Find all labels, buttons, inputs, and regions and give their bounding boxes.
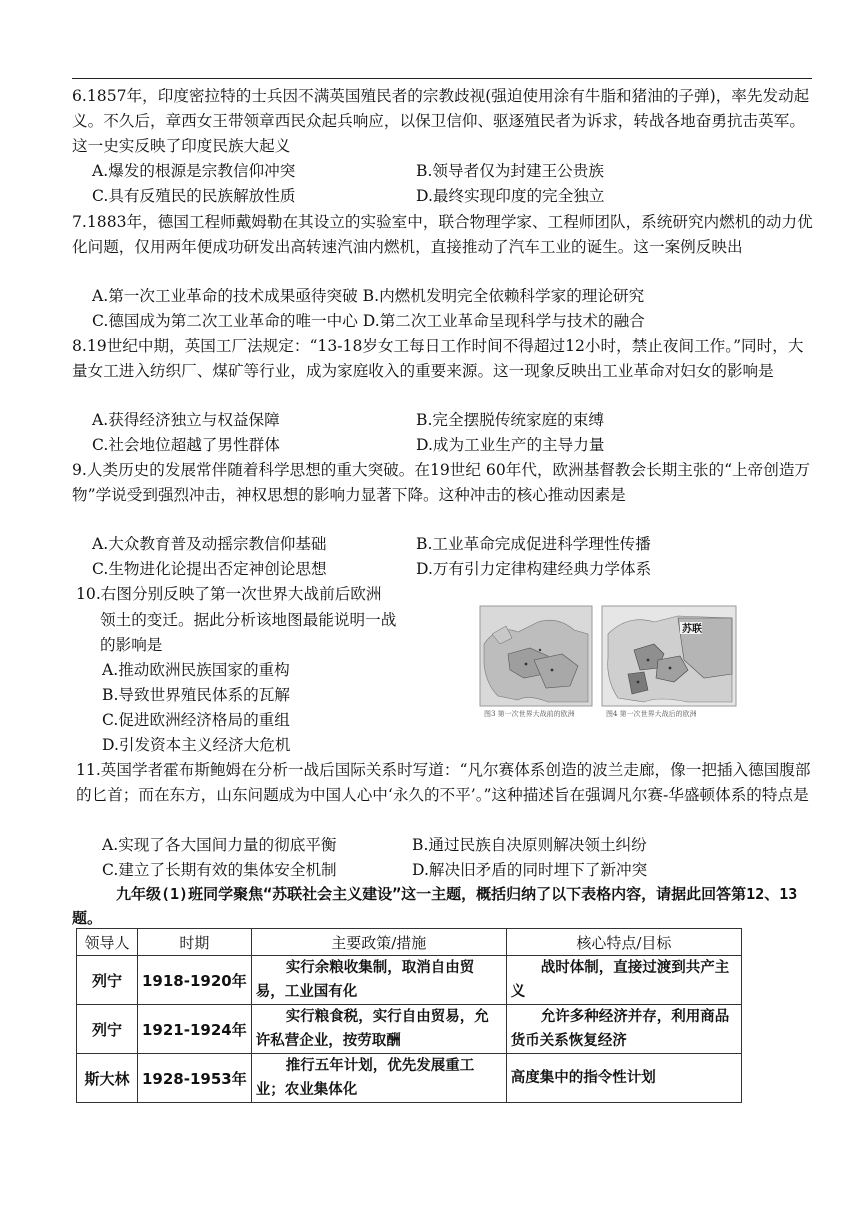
cell-period: 1921-1924年 bbox=[138, 1005, 252, 1054]
question-stem: 9.人类历史的发展常伴随着科学思想的重大突破。在19世纪 60年代，欧洲基督教会长期主张的“上帝创造万物”学说受到强烈冲击，神权思想的影响力显著下降。这种冲击的核心推动因素是 bbox=[72, 461, 811, 504]
question-8 bbox=[72, 334, 814, 384]
cell-leader: 斯大林 bbox=[77, 1054, 138, 1103]
question-7 bbox=[72, 210, 814, 260]
option-cd: C.德国成为第二次工业革命的唯一中心 D.第二次工业革命呈现科学与技术的融合 bbox=[92, 312, 645, 330]
option-d: D.解决旧矛盾的同时埋下了新冲突 bbox=[412, 861, 648, 879]
option-d: D.成为工业生产的主导力量 bbox=[416, 436, 605, 454]
option-c: C.具有反殖民的民族解放性质 bbox=[92, 187, 296, 205]
cell-policy: 实行粮食税，实行自由贸易，允许私营企业，按劳取酬 bbox=[251, 1005, 506, 1054]
option-d: D.最终实现印度的完全独立 bbox=[416, 187, 605, 205]
option-a: A.实现了各大国间力量的彻底平衡 bbox=[102, 836, 337, 854]
cell-feature: 高度集中的指令性计划 bbox=[506, 1054, 741, 1103]
cell-policy: 推行五年计划，优先发展重工业；农业集体化 bbox=[251, 1054, 506, 1103]
header-period: 时期 bbox=[138, 929, 252, 956]
cell-feature: 战时体制，直接过渡到共产主义 bbox=[506, 956, 741, 1005]
maps-svg bbox=[478, 604, 740, 732]
question-6 bbox=[72, 84, 814, 159]
cell-policy: 实行余粮收集制，取消自由贸易，工业国有化 bbox=[251, 956, 506, 1005]
option-b: B.通过民族自决原则解决领土纠纷 bbox=[412, 836, 647, 854]
table-row bbox=[77, 1005, 742, 1054]
question-9 bbox=[72, 458, 814, 508]
question-10-line-2: 领土的变迁。据此分析该地图最能说明一战 bbox=[100, 611, 397, 629]
table-row bbox=[77, 956, 742, 1005]
table-header-row bbox=[77, 929, 742, 956]
option-b: B.领导者仅为封建王公贵族 bbox=[416, 162, 604, 180]
question-11 bbox=[76, 758, 814, 808]
caption-right: 图4 第一次世界大战后的欧洲 bbox=[606, 710, 697, 718]
cell-leader: 列宁 bbox=[77, 956, 138, 1005]
header-leader: 领导人 bbox=[77, 929, 138, 956]
option-ab: A.第一次工业革命的技术成果亟待突破 B.内燃机发明完全依赖科学家的理论研究 bbox=[92, 287, 645, 305]
question-stem: 11.英国学者霍布斯鲍姆在分析一战后国际关系时写道：“凡尔赛体系创造的波兰走廊，像一把插入德国腹部的匕首；而在东方，山东问题成为中国人心中‘永久的不平’。”这种描述旨在强调凡尔赛-华盛顿体系的特点是 bbox=[76, 761, 811, 804]
cell-period: 1928-1953年 bbox=[138, 1054, 252, 1103]
europe-maps-figure bbox=[478, 604, 740, 732]
option-c: C.促进欧洲经济格局的重组 bbox=[102, 711, 290, 729]
option-b: B.工业革命完成促进科学理性传播 bbox=[416, 535, 651, 553]
option-b: B.导致世界殖民体系的瓦解 bbox=[102, 686, 290, 704]
table-row bbox=[77, 1054, 742, 1103]
option-b: B.完全摆脱传统家庭的束缚 bbox=[416, 411, 604, 429]
question-stem: 7.1883年，德国工程师戴姆勒在其设立的实验室中，联合物理学家、工程师团队，系统研究内燃机的动力优化问题，仅用两年便成功研发出高转速汽油内燃机，直接推动了汽车工业的诞生。这一案例反映出 bbox=[72, 213, 813, 256]
cell-leader: 列宁 bbox=[77, 1005, 138, 1054]
option-d: D.万有引力定律构建经典力学体系 bbox=[416, 560, 652, 578]
header-feature: 核心特点/目标 bbox=[506, 929, 741, 956]
header-policy: 主要政策/措施 bbox=[251, 929, 506, 956]
caption-left: 图3 第一次世界大战前的欧洲 bbox=[484, 710, 575, 718]
question-stem: 8.19世纪中期，英国工厂法规定：“13-18岁女工每日工作时间不得超过12小时，禁止夜间工作。”同时，大量女工进入纺织厂、煤矿等行业，成为家庭收入的重要来源。这一现象反映出工业革命对妇女的影响是 bbox=[72, 337, 804, 380]
option-c: C.生物进化论提出否定神创论思想 bbox=[92, 560, 327, 578]
header-rule bbox=[72, 78, 812, 79]
table-intro: 九年级(1)班同学聚焦“苏联社会主义建设”这一主题，概括归纳了以下表格内容，请据此回答第12、13题。 bbox=[72, 885, 798, 927]
option-a: A.爆发的根源是宗教信仰冲突 bbox=[92, 162, 296, 180]
option-a: A.推动欧洲民族国家的重构 bbox=[102, 661, 290, 679]
question-stem: 6.1857年，印度密拉特的士兵因不满英国殖民者的宗教歧视(强迫使用涂有牛脂和猪油的子弹)，率先发动起义。不久后，章西女王带领章西民众起兵响应，以保卫信仰、驱逐殖民者为诉求，转战各地奋勇抗击英军。这一史实反映了印度民族大起义 bbox=[72, 87, 810, 155]
option-c: C.建立了长期有效的集体安全机制 bbox=[102, 861, 337, 879]
option-a: A.获得经济独立与权益保障 bbox=[92, 411, 280, 429]
ussr-policy-table bbox=[76, 928, 742, 1103]
option-d: D.引发资本主义经济大危机 bbox=[102, 736, 291, 754]
option-a: A.大众教育普及动摇宗教信仰基础 bbox=[92, 535, 327, 553]
question-10-line-3: 的影响是 bbox=[100, 636, 163, 654]
question-10-line-1: 10.右图分别反映了第一次世界大战前后欧洲 bbox=[76, 585, 382, 603]
map-label-ussr: 苏联 bbox=[682, 624, 702, 635]
cell-feature: 允许多种经济并存，利用商品货币关系恢复经济 bbox=[506, 1005, 741, 1054]
cell-period: 1918-1920年 bbox=[138, 956, 252, 1005]
option-c: C.社会地位超越了男性群体 bbox=[92, 436, 280, 454]
